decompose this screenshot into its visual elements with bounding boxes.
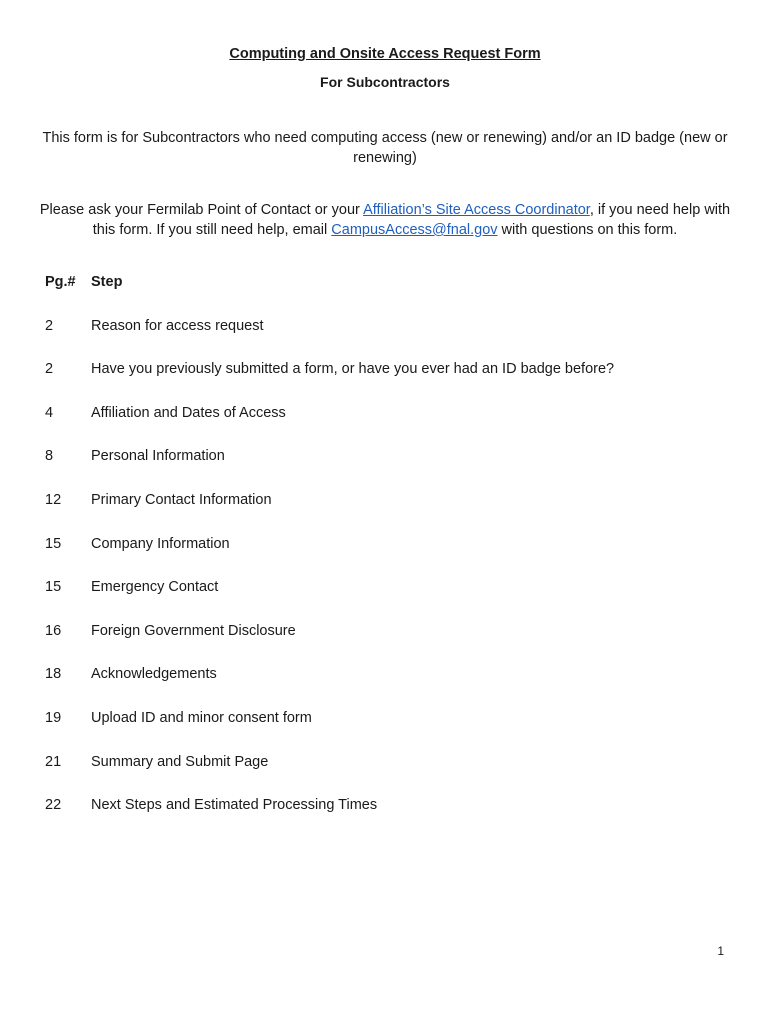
step-column-header: Step	[91, 274, 123, 290]
row-page: 4	[45, 404, 54, 421]
campus-access-email-link[interactable]: CampusAccess@fnal.gov	[331, 222, 498, 238]
row-step: Primary Contact Information	[91, 491, 272, 508]
document-title: Computing and Onsite Access Request Form	[229, 46, 541, 62]
row-step: Company Information	[91, 535, 230, 552]
table-row	[45, 405, 725, 449]
row-step: Reason for access request	[91, 317, 264, 334]
row-step: Summary and Submit Page	[91, 753, 269, 770]
row-step: Next Steps and Estimated Processing Times	[91, 797, 378, 814]
table-row	[45, 666, 725, 710]
row-step: Upload ID and minor consent form	[91, 709, 312, 726]
row-page: 19	[45, 709, 62, 726]
row-page: 15	[45, 535, 62, 552]
row-page: 2	[45, 317, 54, 334]
help-paragraph	[30, 200, 740, 240]
table-row	[45, 448, 725, 492]
row-page: 12	[45, 491, 62, 508]
intro-paragraph: This form is for Subcontractors who need computing access (new or renewing) and/or an ID badge (new or renewing)	[42, 130, 728, 166]
row-step: Foreign Government Disclosure	[91, 622, 296, 639]
row-step: Emergency Contact	[91, 579, 219, 596]
table-row	[45, 710, 725, 754]
table-row	[45, 318, 725, 362]
row-step: Have you previously submitted a form, or have you ever had an ID badge before?	[91, 361, 615, 378]
row-page: 21	[45, 753, 62, 770]
table-row	[45, 797, 725, 841]
row-page: 18	[45, 666, 62, 683]
row-page: 2	[45, 361, 54, 378]
row-page: 15	[45, 579, 62, 596]
table-row	[45, 579, 725, 623]
table-row	[45, 536, 725, 580]
row-page: 8	[45, 448, 54, 465]
row-step: Acknowledgements	[91, 666, 217, 683]
document-subtitle: For Subcontractors	[320, 74, 450, 90]
row-step: Affiliation and Dates of Access	[91, 404, 286, 421]
table-row	[45, 361, 725, 405]
steps-table	[45, 274, 725, 841]
site-access-coordinator-link[interactable]: Affiliation’s Site Access Coordinator	[363, 202, 590, 218]
page-number: 1	[717, 944, 724, 958]
steps-table-header	[45, 274, 725, 318]
row-step: Personal Information	[91, 448, 225, 465]
help-text-3: with questions on this form.	[497, 222, 678, 238]
row-page: 22	[45, 797, 62, 814]
row-page: 16	[45, 622, 62, 639]
table-row	[45, 492, 725, 536]
page-column-header: Pg.#	[45, 274, 76, 290]
table-row	[45, 623, 725, 667]
help-text-1: Please ask your Fermilab Point of Contact or your	[39, 202, 364, 218]
table-row	[45, 754, 725, 798]
help-text-2: , if you need help with this form. If you still need help, email	[92, 202, 731, 238]
